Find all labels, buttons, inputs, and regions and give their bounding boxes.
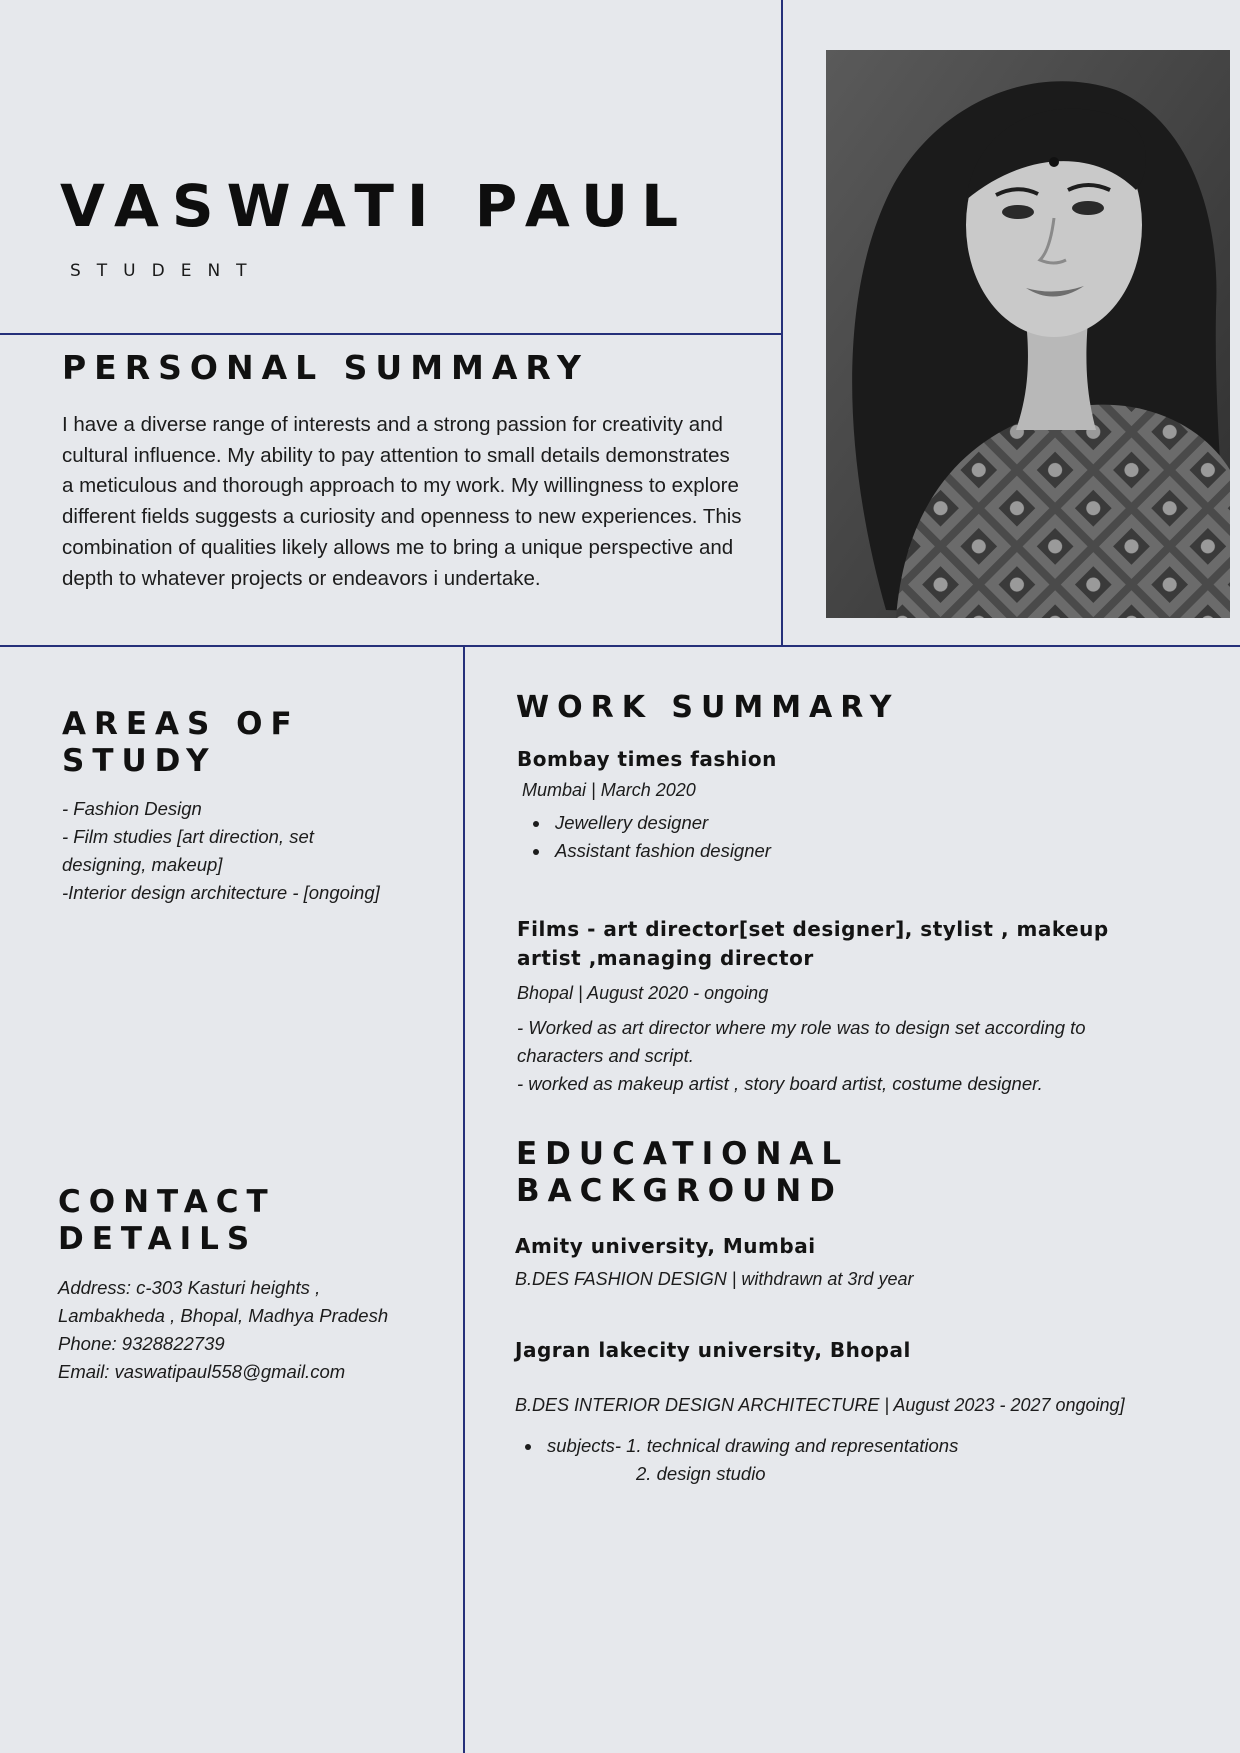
school-detail: B.DES FASHION DESIGN | withdrawn at 3rd year — [515, 1269, 914, 1289]
job-bullets — [517, 809, 1137, 865]
contact-details-heading: CONTACT DETAILS — [58, 1184, 276, 1258]
school-detail: B.DES INTERIOR DESIGN ARCHITECTURE | August 2023 - 2027 ongoing] — [515, 1395, 1125, 1415]
contact-email: Email: vaswatipaul558@gmail.com — [58, 1361, 346, 1382]
contact-phone: Phone: 9328822739 — [58, 1333, 225, 1354]
job-bullet: • Jewellery designer — [551, 809, 1137, 837]
study-item: - Fashion Design — [62, 798, 202, 819]
areas-of-study-list — [62, 795, 382, 907]
job-description: - worked as makeup artist , story board artist, costume designer. — [517, 1073, 1043, 1094]
column-vertical-divider — [463, 645, 465, 1753]
subjects-item — [543, 1432, 1155, 1488]
personal-summary-text: I have a diverse range of interests and a strong passion for creativity and cultural influence. My ability to pay attention to small details demonstrates a meticulous and thorough approach to my work. My willingness to explore different fields suggests a curiosity and openness to new experiences. This combination of qualities likely allows me to bring a unique perspective and depth to whatever projects or endeavors i undertake. — [62, 413, 742, 590]
profile-photo — [826, 50, 1230, 618]
job-entry-1 — [517, 745, 1137, 865]
study-item: - Film studies [art direction, set designing, makeup] — [62, 826, 314, 875]
areas-of-study-heading: AREAS OF STUDY — [62, 706, 300, 780]
contact-address: Address: c-303 Kasturi heights , Lambakheda , Bhopal, Madhya Pradesh — [58, 1277, 389, 1326]
subjects-label: subjects- — [547, 1435, 622, 1456]
study-item: -Interior design architecture - [ongoing] — [62, 882, 380, 903]
education-heading: EDUCATIONAL BACKGROUND — [516, 1136, 850, 1210]
job-bullet: • Assistant fashion designer — [551, 837, 1137, 865]
education-entry-1 — [515, 1232, 1135, 1290]
job-title: Films - art director[set designer], stylist , makeup artist ,managing director — [517, 917, 1109, 970]
job-description: - Worked as art director where my role was to design set according to characters and script. — [517, 1017, 1086, 1066]
job-meta: Mumbai | March 2020 — [522, 780, 696, 800]
subject-entry: 2. design studio — [636, 1463, 766, 1484]
education-entry-2 — [515, 1336, 1155, 1488]
work-summary-heading: WORK SUMMARY — [516, 690, 900, 725]
personal-summary-heading: PERSONAL SUMMARY — [62, 348, 589, 387]
subjects-list — [515, 1432, 1155, 1488]
job-meta: Bhopal | August 2020 - ongoing — [517, 983, 769, 1003]
school-name: Amity university, Mumbai — [515, 1234, 816, 1258]
contact-details — [58, 1274, 398, 1386]
subject-entry: 1. technical drawing and representations — [626, 1435, 959, 1456]
name-section-divider — [0, 333, 783, 335]
main-horizontal-divider — [0, 645, 1240, 647]
job-title: Bombay times fashion — [517, 747, 777, 771]
candidate-name: VASWATI PAUL — [60, 172, 692, 240]
candidate-role: STUDENT — [70, 261, 263, 281]
school-name: Jagran lakecity university, Bhopal — [515, 1338, 911, 1362]
header-vertical-divider — [781, 0, 783, 646]
job-entry-2 — [517, 915, 1137, 1098]
